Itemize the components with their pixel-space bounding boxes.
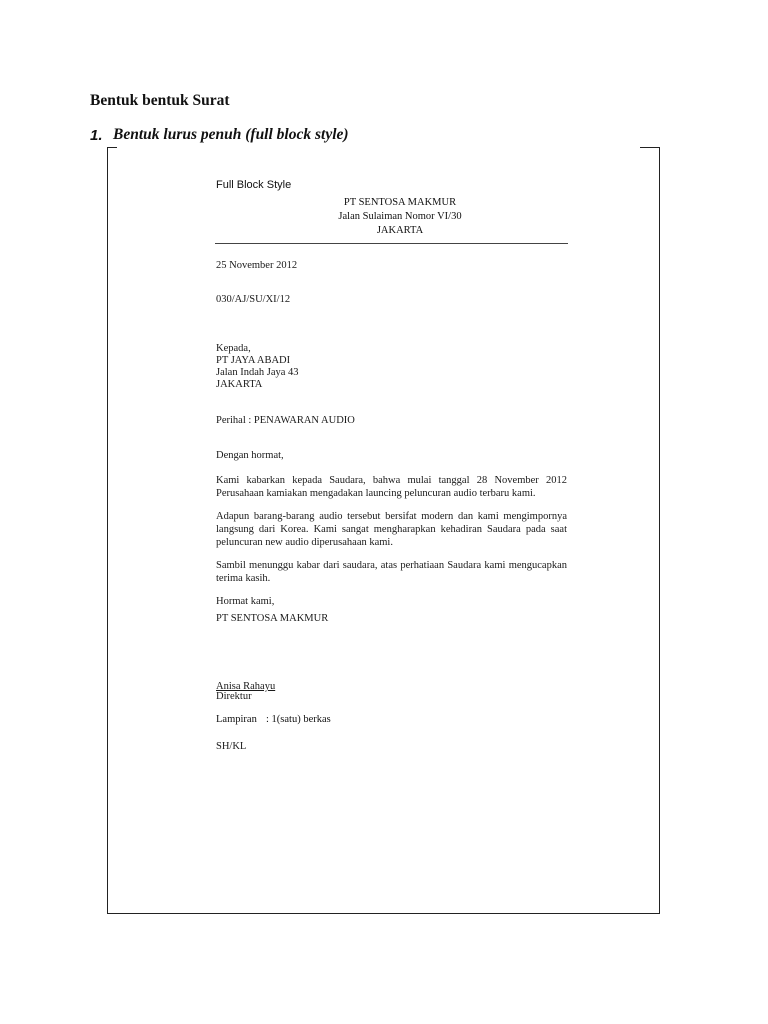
recipient-address: Jalan Indah Jaya 43 [216, 367, 299, 378]
body-paragraph: Kami kabarkan kepada Saudara, bahwa mulai tanggal 28 November 2012 Perusahaan kamiakan mengadakan launcing peluncuran audio terbaru kami. [216, 475, 567, 499]
letterhead-divider [215, 243, 568, 244]
section-number: 1. [90, 127, 103, 144]
frame-corner-left [107, 147, 117, 148]
body-paragraph: Adapun barang-barang audio tersebut bersifat modern dan kami mengimpornya langsung dari Korea. Kami sangat mengharapkan kehadiran Saudara pada saat peluncuran new audio diperusahaan kami. [216, 511, 567, 548]
letter-greeting: Dengan hormat, [216, 450, 284, 461]
recipient-city: JAKARTA [216, 379, 263, 390]
letter-initials: SH/KL [216, 741, 247, 752]
letter-style-label: Full Block Style [216, 179, 292, 191]
attachment-label: Lampiran [216, 714, 257, 725]
recipient-name: PT JAYA ABADI [216, 355, 291, 366]
recipient-to: Kepada, [216, 343, 251, 354]
letter-closing: Hormat kami, [216, 596, 275, 607]
closing-company: PT SENTOSA MAKMUR [216, 613, 329, 624]
signer-title: Direktur [216, 691, 252, 702]
letter-subject: Perihal : PENAWARAN AUDIO [216, 415, 355, 426]
company-address: Jalan Sulaiman Nomor VI/30 [338, 211, 462, 222]
letter-date: 25 November 2012 [216, 260, 298, 271]
body-paragraph: Sambil menunggu kabar dari saudara, atas perhatiaan Saudara kami mengucapkan terima kasih. [216, 560, 567, 584]
section-title: Bentuk lurus penuh (full block style) [113, 126, 349, 143]
signer-name: Anisa Rahayu [216, 681, 276, 692]
attachment-value: : 1(satu) berkas [266, 714, 331, 725]
page-heading: Bentuk bentuk Surat [90, 92, 230, 109]
frame-corner-right [640, 147, 660, 148]
company-city: JAKARTA [376, 225, 424, 236]
reference-number: 030/AJ/SU/XI/12 [216, 294, 291, 305]
company-name: PT SENTOSA MAKMUR [343, 197, 457, 208]
